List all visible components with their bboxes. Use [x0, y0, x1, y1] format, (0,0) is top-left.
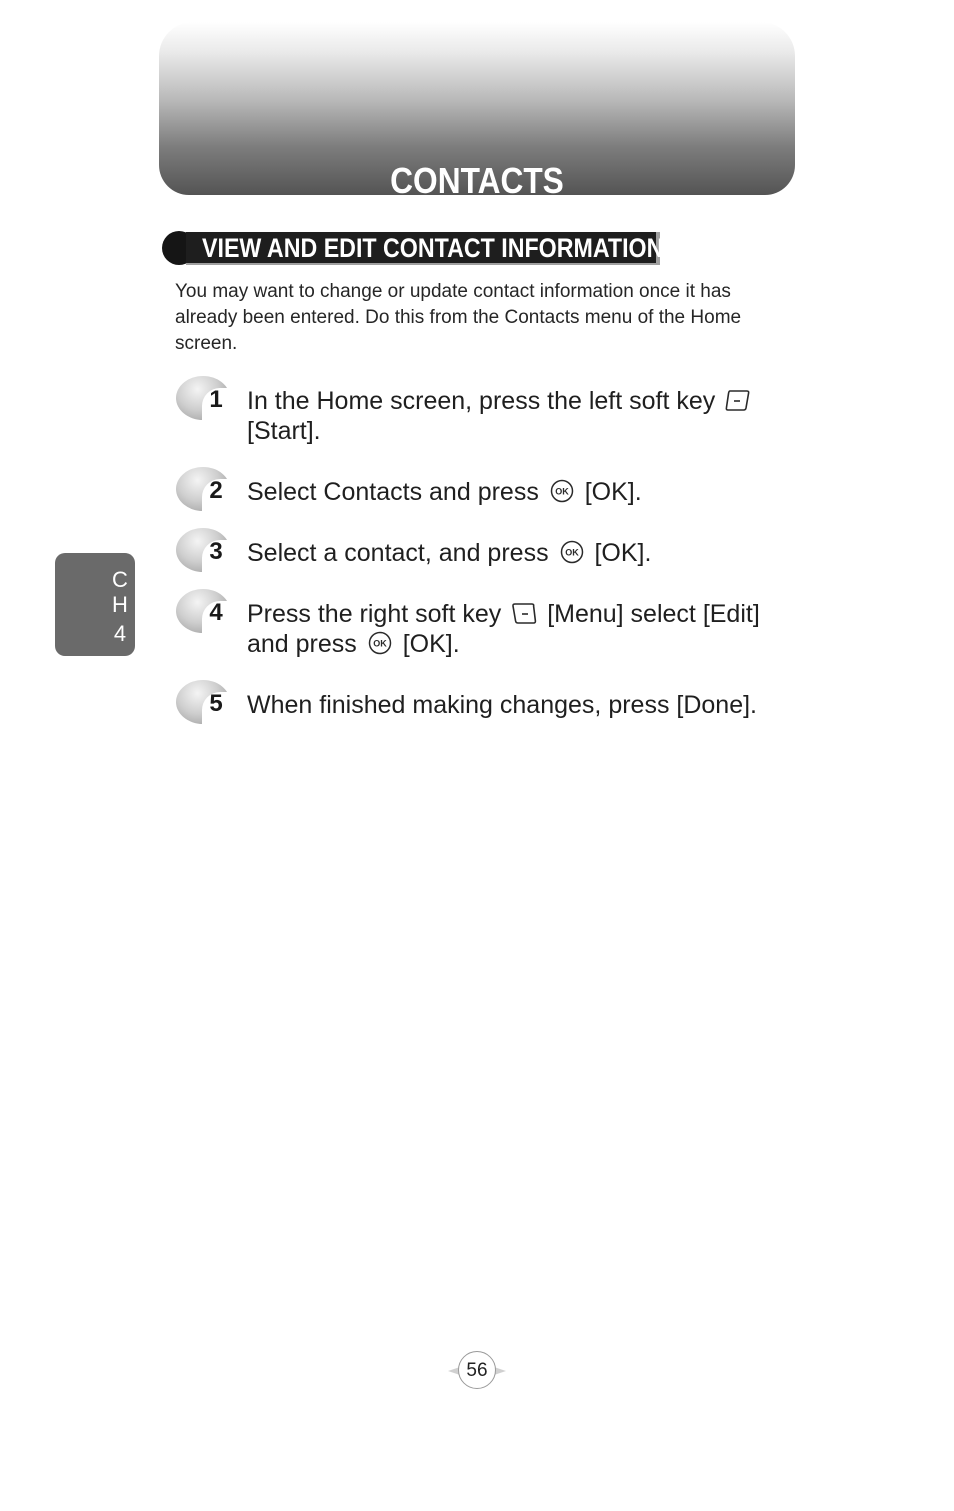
step-number: 3	[209, 538, 223, 565]
svg-text:OK: OK	[373, 638, 387, 649]
step-badge	[176, 680, 230, 724]
chapter-header	[159, 22, 795, 201]
ok-key-icon	[549, 479, 575, 503]
ok-key-icon	[367, 631, 393, 655]
section-heading-bar	[186, 232, 664, 265]
page-number: 56	[446, 1350, 508, 1392]
page-title: CONTACTS	[390, 160, 564, 201]
right-soft-key-icon	[511, 601, 537, 625]
chapter-label: C H 4	[112, 567, 128, 646]
step-text: Select Contacts and press OK [OK].	[247, 478, 642, 506]
intro-paragraph: You may want to change or update contact information once it has already been entered. Do this from the Contacts menu of the Home screen.	[175, 281, 742, 354]
svg-text:OK: OK	[564, 547, 579, 558]
ok-key-icon	[559, 540, 585, 564]
chapter-tab	[55, 553, 135, 656]
step-text: Press the right soft key [Menu] select [Edit] and press OK [OK].	[247, 600, 760, 658]
step-number: 5	[209, 690, 223, 717]
step-badge	[176, 376, 230, 420]
step-badge	[176, 528, 230, 572]
step-badge	[176, 467, 230, 511]
step-badge	[176, 589, 230, 633]
left-soft-key-icon	[725, 388, 751, 412]
step-text: When finished making changes, press [Done].	[247, 691, 757, 719]
step-text: In the Home screen, press the left soft key [Start].	[247, 386, 777, 446]
section-title: VIEW AND EDIT CONTACT INFORMATION	[202, 233, 664, 263]
step-number: 4	[209, 599, 223, 626]
step-text: Select a contact, and press OK [OK].	[247, 539, 652, 567]
step-number: 1	[209, 386, 223, 413]
step-number: 2	[209, 477, 223, 504]
svg-text:OK: OK	[555, 486, 569, 497]
